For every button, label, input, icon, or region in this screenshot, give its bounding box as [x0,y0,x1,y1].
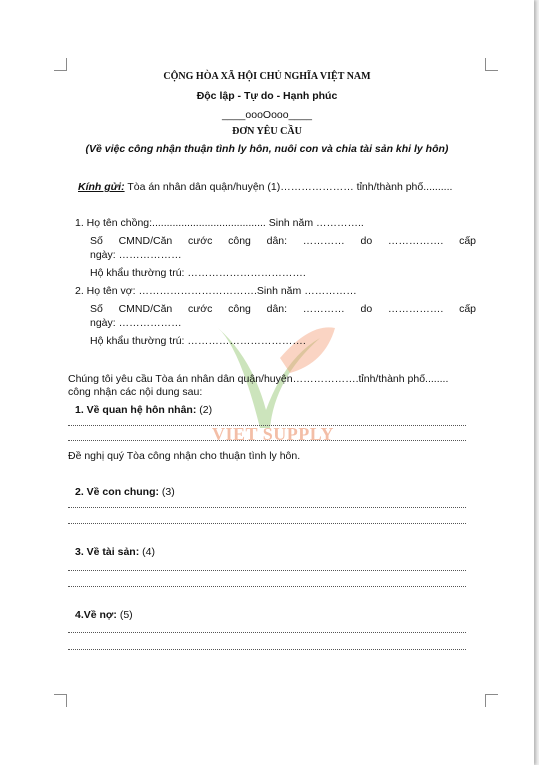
crop-mark-bottom-right [485,694,498,707]
husband-id-line: Số CMND/Căn cước công dân: ………… do ……………. cấp [90,235,476,247]
wife-name-line: 2. Họ tên vợ: …………………………….Sinh năm …………… [75,285,357,297]
section-assets-heading [75,546,155,559]
request-line-1: Chúng tôi yêu cầu Tòa án nhân dân quận/huyện……………….tỉnh/thành phố........ [68,373,449,385]
watermark-text: VIET SUPPLY [212,424,335,444]
section-children-heading [75,486,175,499]
crop-mark-bottom-left [54,694,67,707]
document-subtitle: (Về việc công nhận thuận tình ly hôn, nuôi con và chia tài sản khi ly hôn) [85,143,449,155]
husband-residence: Hộ khẩu thường trú: ……………………………. [90,267,306,279]
assets-blank-line-2 [68,586,466,587]
debts-blank-line-2 [68,649,466,650]
recipient-text: Tòa án nhân dân quận/huyện (1)………………… tỉnh/thành phố.......... [127,181,453,193]
wife-residence: Hộ khẩu thường trú: ……………………………. [90,335,306,347]
wife-id-date: ngày: ……………… [90,317,182,329]
children-blank-line-2 [68,523,466,524]
children-blank-line-1 [68,507,466,508]
husband-name-line: 1. Họ tên chồng:....................................... Sinh năm ………….. [75,217,364,229]
request-line-2: công nhận các nội dung sau: [68,386,203,398]
section-debts-title: 4.Về nợ: [75,609,117,621]
recipient-line [78,181,452,194]
motto: Độc lập - Tự do - Hạnh phúc [196,90,338,102]
section-assets-note: (4) [139,546,155,558]
separator: ____oooOooo____ [222,109,312,121]
section-assets-title: 3. Về tài sản: [75,546,140,558]
marriage-blank-line-1 [68,425,466,426]
section-marriage-title: 1. Về quan hệ hôn nhân: [75,404,197,416]
assets-blank-line-1 [68,570,466,571]
recipient-label: Kính gửi: [78,181,125,193]
debts-blank-line-1 [68,632,466,633]
husband-id-date: ngày: ……………… [90,249,182,261]
section-debts-heading [75,609,133,622]
section-debts-note: (5) [116,609,133,621]
country-name: CỘNG HÒA XÃ HỘI CHỦ NGHĨA VIỆT NAM [163,71,371,82]
section-children-note: (3) [159,486,175,498]
section-marriage-note: (2) [196,404,213,416]
section-children-title: 2. Về con chung: [75,486,160,498]
marriage-blank-line-2 [68,440,466,441]
section-marriage-heading [75,404,212,417]
document-title: ĐƠN YÊU CẦU [232,126,302,137]
wife-id-line: Số CMND/Căn cước công dân: ………… do ……………. cấp [90,303,476,315]
marriage-statement: Đề nghị quý Tòa công nhận cho thuận tình ly hôn. [68,450,301,462]
